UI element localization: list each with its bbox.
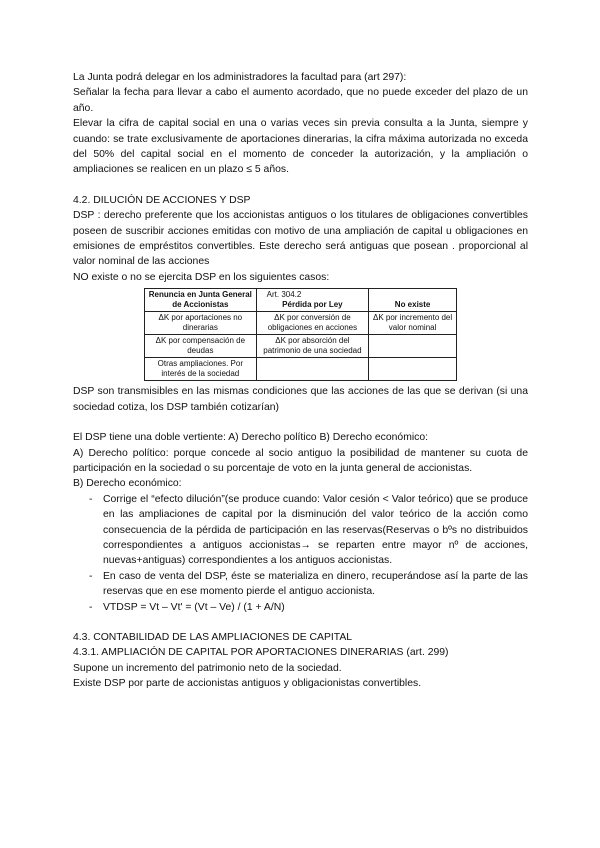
- table-row: [145, 312, 457, 335]
- section-4-2-heading: 4.2. DILUCIÓN DE ACCIONES Y DSP: [73, 194, 251, 206]
- table-cell: ΔK por conversión de obligaciones en acciones: [256, 312, 369, 335]
- dsp-definition: DSP : derecho preferente que los accionistas antiguos o los titulares de obligaciones convertibles poseen de suscribir acciones emitidas con motivo de una ampliación de capital u obligaciones en emisiones de empréstitos convertibles. Este derecho será antiguas que posean . proporcional al valor nominal de las acciones: [73, 210, 528, 268]
- document-page: [73, 70, 528, 692]
- list-item: - Corrige el “efecto dilución”(se produce cuando: Valor cesión < Valor teórico) que se produce en las ampliaciones de capital por la disminución del valor teórico de la acción como consecuencia de la pérdida de participación en las reservas(Reservas o bºs no distribuidos correspondientes a antiguos accionistas→ se reparten entre mayor nº de acciones, nuevas+antiguas) correspondientes a los antiguos accionistas.: [89, 492, 528, 569]
- section-4-3-1-heading: 4.3.1. AMPLIACIÓN DE CAPITAL POR APORTACIONES DINERARIAS (art. 299): [73, 647, 449, 659]
- list-item: - VTDSP = Vt – Vt' = (Vt – Ve) / (1 + A/N): [89, 600, 528, 615]
- intro-delegation: La Junta podrá delegar en los administradores la facultad para (art 297):: [73, 72, 407, 83]
- table-header-cell: No existe: [369, 289, 457, 312]
- economic-right-list: [73, 492, 528, 615]
- dsp-cases-table: [144, 288, 457, 381]
- table-row: [145, 358, 457, 381]
- economic-right: B) Derecho económico:: [73, 478, 182, 490]
- equity-increase-note: Supone un incremento del patrimonio neto de la sociedad.: [73, 662, 342, 674]
- table-cell: ΔK por aportaciones no dinerarias: [145, 312, 257, 335]
- table-cell: ΔK por incremento del valor nominal: [369, 312, 457, 335]
- table-row: [145, 335, 457, 358]
- section-4-3-heading: 4.3. CONTABILIDAD DE LAS AMPLIACIONES DE CAPITAL: [73, 631, 353, 643]
- table-cell: [256, 358, 369, 381]
- dsp-holders-note: Existe DSP por parte de accionistas antiguos y obligacionistas convertibles.: [73, 678, 422, 690]
- table-header-label: Pérdida por Ley: [282, 300, 343, 310]
- table-cell: [369, 358, 457, 381]
- article-reference: Art. 304.2: [266, 290, 302, 300]
- intro-capital-point: Elevar la cifra de capital social en una o varias veces sin previa consulta a la Junta, siempre y cuando: se trate exclusivamente de aportaciones dinerarias, la cifra máxima autorizada no exceda del 50% del capital social en el momento de conceder la autorización, y la ampliación o ampliaciones se realicen en un plazo ≤ 5 años.: [73, 118, 528, 176]
- table-cell: ΔK por compensación de deudas: [145, 335, 257, 358]
- table-header-row: [145, 289, 457, 312]
- table-header-cell: Renuncia en Junta General de Accionistas: [145, 289, 257, 312]
- table-header-cell: [256, 289, 369, 312]
- list-item: - En caso de venta del DSP, éste se materializa en dinero, recuperándose así la parte de las reservas que en ese momento pierde el antiguo accionista.: [89, 569, 528, 600]
- dsp-dual-nature: El DSP tiene una doble vertiente: A) Derecho político B) Derecho económico:: [73, 432, 429, 444]
- table-cell: [369, 335, 457, 358]
- table-cell: ΔK por absorción del patrimonio de una sociedad: [256, 335, 369, 358]
- dsp-transferability: DSP son transmisibles en las mismas condiciones que las acciones de las que se derivan (si una sociedad cotiza, los DSP también cotizarían): [73, 386, 528, 413]
- political-right: A) Derecho político: porque concede al socio antiguo la posibilidad de mantener su cuota de participación en la sociedad o su porcentaje de voto en la junta general de accionistas.: [73, 447, 528, 474]
- dsp-exceptions-intro: NO existe o no se ejercita DSP en los siguientes casos:: [73, 271, 330, 283]
- table-cell: Otras ampliaciones. Por interés de la sociedad: [145, 358, 257, 381]
- intro-date-point: Señalar la fecha para llevar a cabo el aumento acordado, que no puede exceder del plazo de un año.: [73, 87, 528, 114]
